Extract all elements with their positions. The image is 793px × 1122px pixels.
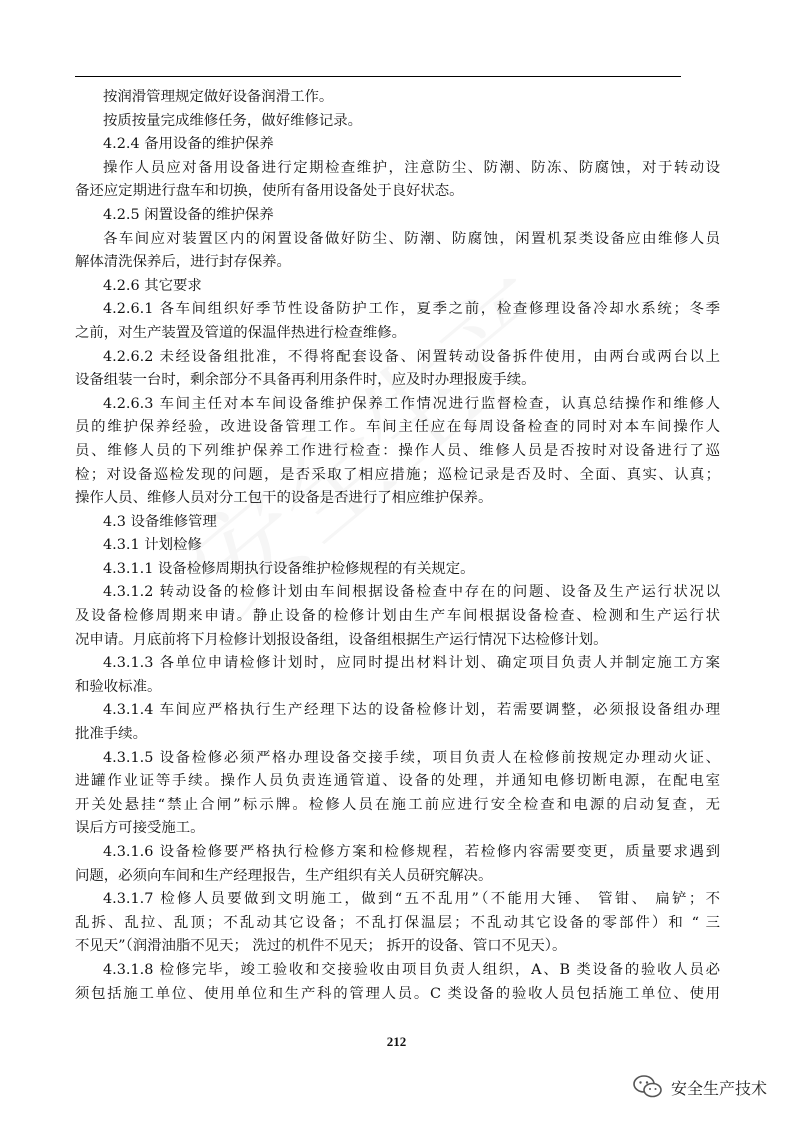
text-line: 及设备检修周期来申请。静止设备的检修计划由生产车间根据设备检查、检测和生产运行状 (75, 608, 720, 625)
text-line: 乱拆、乱拉、乱顶；不乱动其它设备；不乱打保温层；不乱动其它设备的零部件）和 “ 三 (75, 914, 720, 931)
text-line: 检；对设备巡检发现的问题，是否采取了相应措施；巡检记录是否及时、全面、真实、认真； (75, 466, 720, 483)
text-line: 员的维护保养经验，改进设备管理工作。车间主任应在每周设备检查的同时对本车间操作人 (75, 419, 720, 436)
text-line: 解体清洗保养后，进行封存保养。 (75, 254, 291, 271)
wechat-icon (633, 1074, 663, 1100)
text-line: 之前，对生产装置及管道的保温伴热进行检查维修。 (75, 324, 406, 341)
text-line: 4.3.1.6 设备检修要严格执行检修方案和检修规程，若检修内容需要变更，质量要求遇到 (103, 844, 720, 860)
text-line: 4.3 设备维修管理 (103, 513, 217, 530)
text-line: 员、维修人员的下列维护保养工作进行检查：操作人员、维修人员是否按时对设备进行了巡 (75, 442, 720, 459)
text-line: 须包括施工单位、使用单位和生产科的管理人员。C 类设备的验收人员包括施工单位、使用 (75, 985, 720, 1002)
text-line: 4.3.1.1 设备检修周期执行设备维护检修规程的有关规定。 (103, 560, 475, 577)
text-line: 和验收标准。 (75, 678, 162, 695)
text-line: 开关处悬挂“禁止合闸”标示牌。检修人员在施工前应进行安全检查和电源的启动复查，无 (75, 796, 720, 813)
text-line: 4.3.1.8 检修完毕，竣工验收和交接验收由项目负责人组织，A、B 类设备的验收人员必 (103, 961, 720, 978)
page-number: 212 (386, 1034, 407, 1049)
text-line: 4.3.1 计划检修 (103, 537, 202, 554)
text-line: 设备组装一台时，剩余部分不具备再利用条件时，应及时办理报废手续。 (75, 372, 536, 389)
text-line: 进罐作业证等手续。操作人员负责连通管道、设备的处理，并通知电修切断电源，在配电室 (75, 773, 720, 790)
text-line: 4.2.6 其它要求 (103, 277, 202, 294)
header-rule (75, 76, 681, 77)
text-line: 备还应定期进行盘车和切换，使所有备用设备处于良好状态。 (75, 183, 464, 200)
text-line: 4.2.5 闲置设备的维护保养 (103, 206, 274, 223)
text-line: 4.3.1.3 各单位申请检修计划时，应同时提出材料计划、确定项目负责人并制定施工方案 (103, 655, 720, 672)
text-line: 按润滑管理规定做好设备润滑工作。 (103, 89, 334, 105)
text-line: 4.3.1.2 转动设备的检修计划由车间根据设备检查中存在的问题、设备及生产运行状况以 (103, 584, 720, 601)
text-line: 4.2.4 备用设备的维护保养 (103, 136, 274, 153)
text-line: 误后方可接受施工。 (75, 820, 205, 837)
text-line: 4.2.6.3 车间主任对本车间设备维护保养工作情况进行监督检查，认真总结操作和维修人 (103, 395, 720, 412)
text-line: 操作人员应对备用设备进行定期检查维护，注意防尘、防潮、防冻、防腐蚀，对于转动设 (103, 159, 720, 176)
text-line: 4.2.6.1 各车间组织好季节性设备防护工作，夏季之前，检查修理设备冷却水系统；冬季 (103, 301, 720, 318)
text-line: 按质按量完成维修任务，做好维修记录。 (103, 112, 363, 129)
text-line: 不见天”（润滑油脂不见天； 洗过的机件不见天； 拆开的设备、管口不见天）。 (75, 938, 567, 955)
text-line: 各车间应对装置区内的闲置设备做好防尘、防潮、防腐蚀，闲置机泵类设备应由维修人员 (103, 230, 720, 247)
brand-name: 安全生产技术 (670, 1078, 767, 1098)
text-line: 操作人员、维修人员对分工包干的设备是否进行了相应维护保养。 (75, 490, 493, 507)
text-line: 4.3.1.5 设备检修必须严格办理设备交接手续，项目负责人在检修前按规定办理动火证、 (103, 749, 720, 766)
text-line: 4.3.1.4 车间应严格执行生产经理下达的设备检修计划，若需要调整，必须报设备组办理 (103, 702, 720, 719)
text-line: 问题，必须向车间和生产经理报告，生产组织有关人员研究解决。 (75, 867, 493, 884)
text-line: 4.3.1.7 检修人员要做到文明施工，做到“五不乱用”（不能用大锤、 管钳、 扁铲；不 (103, 891, 720, 908)
brand-signature (633, 1074, 767, 1100)
document-body (75, 86, 720, 1006)
text-line: 况申请。月底前将下月检修计划报设备组，设备组根据生产运行情况下达检修计划。 (75, 631, 608, 648)
text-line: 4.2.6.2 未经设备组批准，不得将配套设备、闲置转动设备拆件使用，由两台或两台以上 (103, 348, 720, 365)
text-line: 批准手续。 (75, 726, 147, 743)
